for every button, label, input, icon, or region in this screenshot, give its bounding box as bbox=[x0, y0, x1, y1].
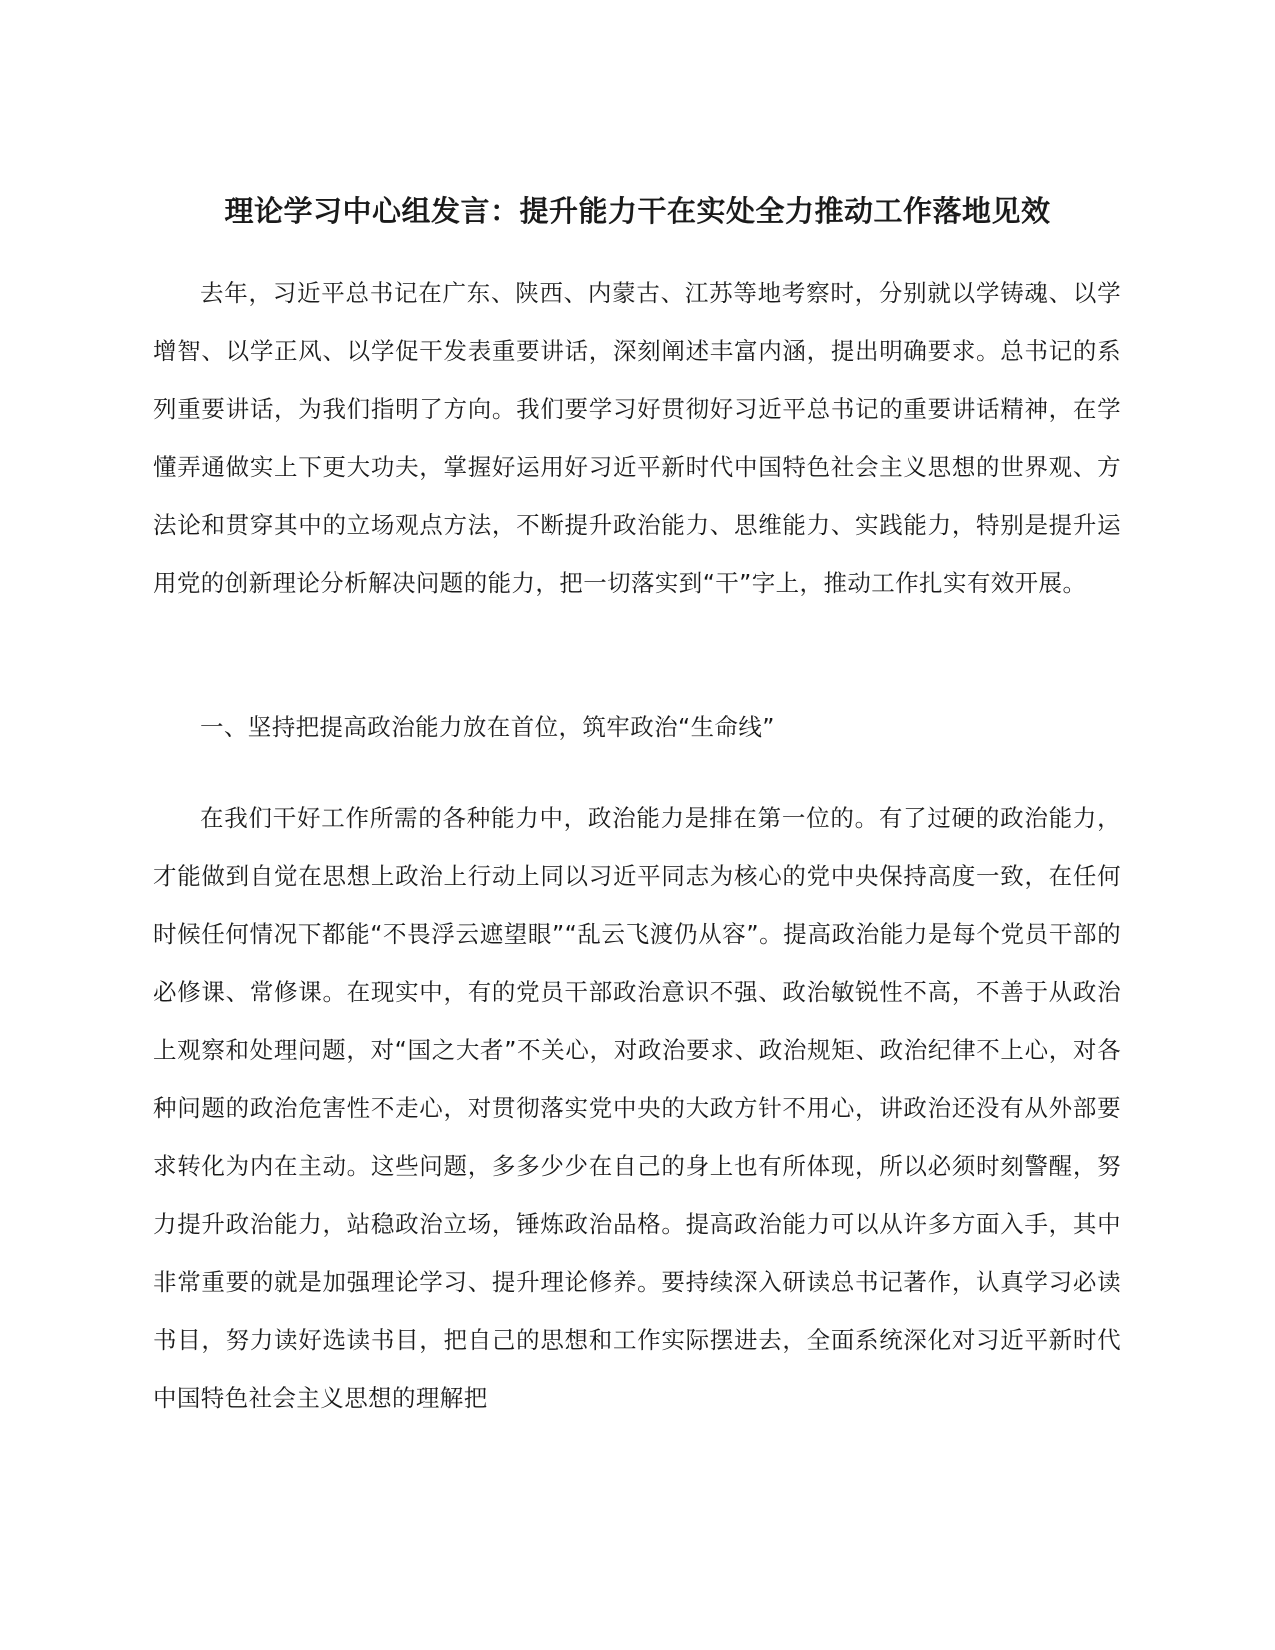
paragraph-intro: 去年，习近平总书记在广东、陕西、内蒙古、江苏等地考察时，分别就以学铸魂、以学增智、以学正风、以学促干发表重要讲话，深刻阐述丰富内涵，提出明确要求。总书记的系列重要讲话，为我们指明了方向。我们要学习好贯彻好习近平总书记的重要讲话精神，在学懂弄通做实上下更大功夫，掌握好运用好习近平新时代中国特色社会主义思想的世界观、方法论和贯穿其中的立场观点方法，不断提升政治能力、思维能力、实践能力，特别是提升运用党的创新理论分析解决问题的能力，把一切落实到“干”字上，推动工作扎实有效开展。 bbox=[153, 279, 1121, 597]
document-title: 理论学习中心组发言：提升能力干在实处全力推动工作落地见效 bbox=[224, 194, 1051, 228]
paragraph-political-ability: 在我们干好工作所需的各种能力中，政治能力是排在第一位的。有了过硬的政治能力，才能做到自觉在思想上政治上行动上同以习近平同志为核心的党中央保持高度一致，在任何时候任何情况下都能“不畏浮云遮望眼”“乱云飞渡仍从容”。提高政治能力是每个党员干部的必修课、常修课。在现实中，有的党员干部政治意识不强、政治敏锐性不高，不善于从政治上观察和处理问题，对“国之大者”不关心，对政治要求、政治规矩、政治纪律不上心，对各种问题的政治危害性不走心，对贯彻落实党中央的大政方针不用心，讲政治还没有从外部要求转化为内在主动。这些问题，多多少少在自己的身上也有所体现，所以必须时刻警醒，努力提升政治能力，站稳政治立场，锤炼政治品格。提高政治能力可以从许多方面入手，其中非常重要的就是加强理论学习、提升理论修养。要持续深入研读总书记著作，认真学习必读书目，努力读好选读书目，把自己的思想和工作实际摆进去，全面系统深化对习近平新时代中国特色社会主义思想的理解把 bbox=[153, 804, 1121, 1412]
section-heading-1: 一、坚持把提高政治能力放在首位，筑牢政治“生命线” bbox=[200, 713, 775, 741]
